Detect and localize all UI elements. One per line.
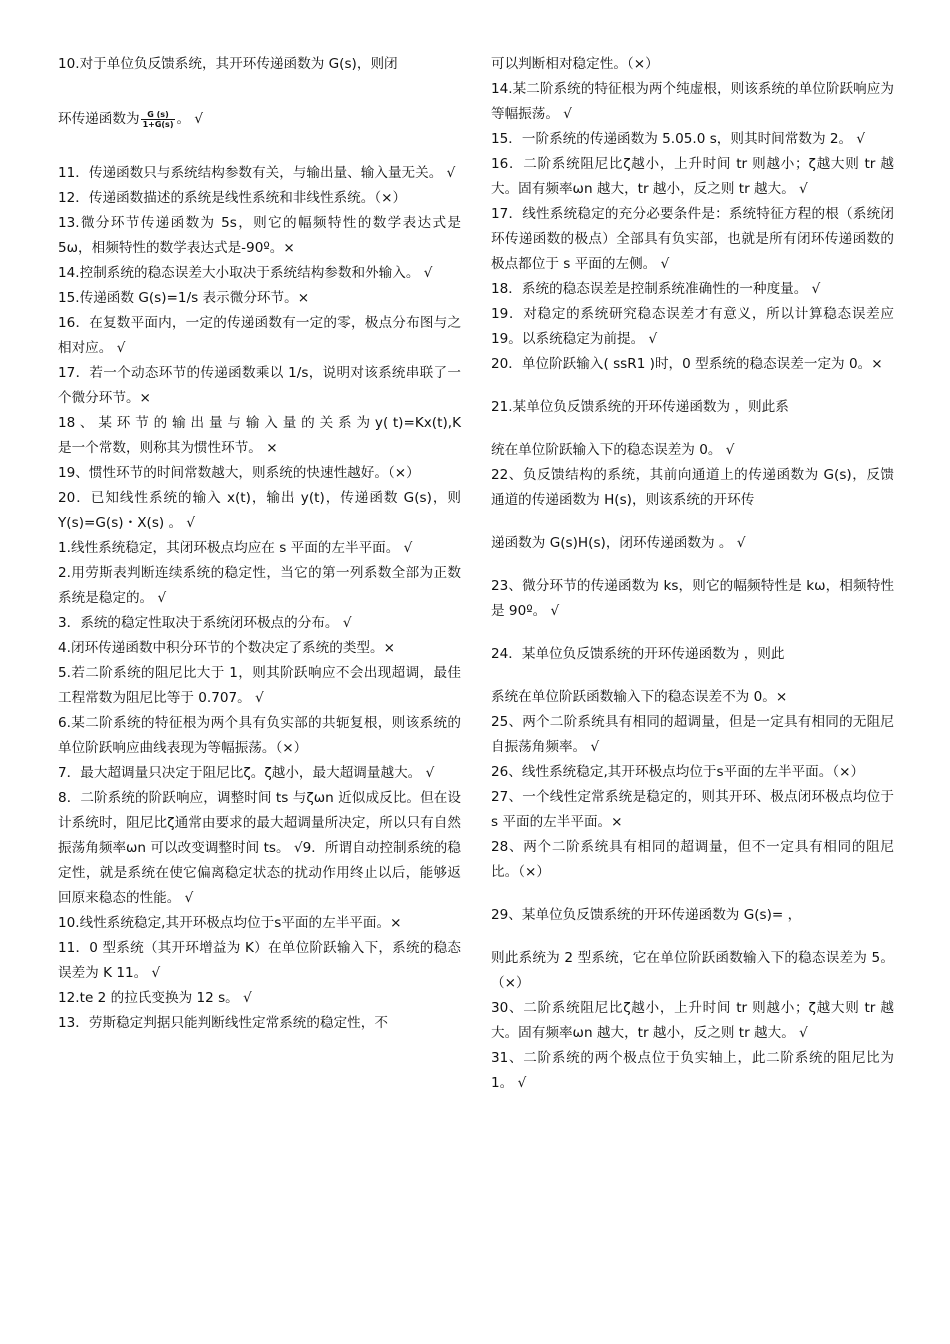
item-left-14: 3．系统的稳定性取决于系统闭环极点的分布。 √ bbox=[58, 615, 352, 631]
closed-loop-text: 环传递函数为 bbox=[58, 111, 140, 127]
item-right-0: 可以判断相对稳定性。（×） bbox=[491, 56, 659, 72]
item-right-2: 15．一阶系统的传递函数为 5.05.0 s，则其时间常数为 2。 √ bbox=[491, 131, 866, 147]
item-right-1: 14.某二阶系统的特征根为两个纯虚根，则该系统的单位阶跃响应为等幅振荡。 √ bbox=[491, 81, 894, 122]
left-column bbox=[58, 52, 461, 1036]
item-right-4: 17．线性系统稳定的充分必要条件是：系统特征方程的根（系统闭环传递函数的极点）全部具有负实部，也就是所有闭环传递函数的极点都位于 s 平面的左侧。 √ bbox=[491, 206, 894, 272]
item-left-22: 12.te 2 的拉氏变换为 12 s。 √ bbox=[58, 990, 252, 1006]
item-left-4: 13.微分环节传递函数为 5s，则它的幅频特性的数学表达式是 5ω，相频特性的数学表达式是-90º。× bbox=[58, 215, 461, 256]
closed-loop-fraction bbox=[141, 110, 176, 129]
item-left-0: 10.对于单位负反馈系统，其开环传递函数为 G(s)，则闭 bbox=[58, 56, 398, 72]
item-right-14: 系统在单位阶跃函数输入下的稳态误差不为 0。× bbox=[491, 689, 788, 705]
item-left-16: 5.若二阶系统的阻尼比大于 1，则其阶跃响应不会出现超调，最佳工程常数为阻尼比等于 0.707。 √ bbox=[58, 665, 461, 706]
item-left-3: 12．传递函数描述的系统是线性系统和非线性系统。（×） bbox=[58, 190, 407, 206]
item-left-9: 18 、 某 环 节 的 输 出 量 与 输 入 量 的 关 系 为 y( t)=Kx(t),K 是一个常数，则称其为惯性环节。 × bbox=[58, 415, 461, 456]
item-right-8: 21.某单位负反馈系统的开环传递函数为 ，则此系 bbox=[491, 399, 789, 415]
item-right-12: 23、微分环节的传递函数为 ks，则它的幅频特性是 kω，相频特性是 90º。 √ bbox=[491, 578, 894, 619]
item-left-8: 17．若一个动态环节的传递函数乘以 1/s，说明对该系统串联了一个微分环节。× bbox=[58, 365, 461, 406]
item-left-11: 20．已知线性系统的输入 x(t)，输出 y(t)，传递函数 G(s)，则Y(s)=G(s)・X(s) 。 √ bbox=[58, 490, 461, 531]
item-left-12: 1.线性系统稳定，其闭环极点均应在 s 平面的左半平面。 √ bbox=[58, 540, 413, 556]
item-right-17: 27、一个线性定常系统是稳定的，则其开环、极点闭环极点均位于 s 平面的左半平面。× bbox=[491, 789, 894, 830]
item-left-19: 8．二阶系统的阶跃响应，调整时间 ts 与ζωn 近似成反比。但在设计系统时，阻尼比ζ通常由要求的最大超调量所决定，所以只有自然振荡角频率ωn 可以改变调整时间 ts。 √9．所谓自动控制系统的稳定性，就是系统在使它偏离稳定状态的扰动作用终止以后，能够返回原来稳态的性能。 √ bbox=[58, 790, 461, 906]
item-left-10: 19、惯性环节的时间常数越大，则系统的快速性越好。（×） bbox=[58, 465, 420, 481]
item-right-3: 16．二阶系统阻尼比ζ越小，上升时间 tr 则越小；ζ越大则 tr 越大。固有频率ωn 越大，tr 越小，反之则 tr 越大。 √ bbox=[491, 156, 894, 197]
item-right-15: 25、两个二阶系统具有相同的超调量，但是一定具有相同的无阻尼自振荡角频率。 √ bbox=[491, 714, 894, 755]
item-left-5: 14.控制系统的稳态误差大小取决于系统结构参数和外输入。 √ bbox=[58, 265, 433, 281]
item-right-10: 22、负反馈结构的系统，其前向通道上的传递函数为 G(s)，反馈通道的传递函数为 H(s)，则该系统的开环传 bbox=[491, 467, 894, 508]
item-right-18: 28、两个二阶系统具有相同的超调量，但不一定具有相同的阻尼比。（×） bbox=[491, 839, 894, 880]
item-left-20: 10.线性系统稳定,其开环极点均位于s平面的左半平面。× bbox=[58, 915, 402, 931]
item-left-18: 7．最大超调量只决定于阻尼比ζ。ζ越小，最大超调量越大。 √ bbox=[58, 765, 435, 781]
item-right-11: 递函数为 G(s)H(s)，闭环传递函数为 。 √ bbox=[491, 535, 746, 551]
item-right-20: 则此系统为 2 型系统，它在单位阶跃函数输入下的稳态误差为 5。（×） bbox=[491, 950, 894, 991]
item-left-7: 16．在复数平面内，一定的传递函数有一定的零，极点分布图与之相对应。 √ bbox=[58, 315, 461, 356]
item-left-17: 6.某二阶系统的特征根为两个具有负实部的共轭复根，则该系统的单位阶跃响应曲线表现为等幅振荡。（×） bbox=[58, 715, 461, 756]
item-right-5: 18．系统的稳态误差是控制系统准确性的一种度量。 √ bbox=[491, 281, 821, 297]
fraction-denominator: 1+G(s) bbox=[142, 119, 174, 129]
closed-loop-suffix: 。 √ bbox=[176, 111, 204, 127]
item-left-23: 13．劳斯稳定判据只能判断线性定常系统的稳定性，不 bbox=[58, 1015, 388, 1031]
item-left-15: 4.闭环传递函数中积分环节的个数决定了系统的类型。× bbox=[58, 640, 396, 656]
item-right-13: 24．某单位负反馈系统的开环传递函数为 ，则此 bbox=[491, 646, 785, 662]
item-right-22: 31、二阶系统的两个极点位于负实轴上，此二阶系统的阻尼比为 1。 √ bbox=[491, 1050, 894, 1091]
item-right-9: 统在单位阶跃输入下的稳态误差为 0。 √ bbox=[491, 442, 735, 458]
item-right-7: 20．单位阶跃输入( ssR1 )时，0 型系统的稳态误差一定为 0。× bbox=[491, 356, 883, 372]
item-right-21: 30、二阶系统阻尼比ζ越小，上升时间 tr 则越小；ζ越大则 tr 越大。固有频率ωn 越大，tr 越小，反之则 tr 越大。 √ bbox=[491, 1000, 894, 1041]
item-left-6: 15.传递函数 G(s)=1/s 表示微分环节。× bbox=[58, 290, 310, 306]
fraction-numerator: G (s) bbox=[141, 110, 176, 120]
item-left-2: 11．传递函数只与系统结构参数有关，与输出量、输入量无关。 √ bbox=[58, 165, 456, 181]
item-left-1 bbox=[58, 102, 461, 136]
item-right-16: 26、线性系统稳定,其开环极点均位于s平面的左半平面。（×） bbox=[491, 764, 865, 780]
right-column bbox=[491, 52, 894, 1096]
item-left-13: 2.用劳斯表判断连续系统的稳定性，当它的第一列系数全部为正数系统是稳定的。 √ bbox=[58, 565, 461, 606]
item-right-6: 19．对稳定的系统研究稳态误差才有意义，所以计算稳态误差应 19。以系统稳定为前提。 √ bbox=[491, 306, 894, 347]
item-right-19: 29、某单位负反馈系统的开环传递函数为 G(s)= ， bbox=[491, 907, 802, 923]
item-left-21: 11．0 型系统（其开环增益为 K）在单位阶跃输入下，系统的稳态误差为 K 11。 √ bbox=[58, 940, 461, 981]
